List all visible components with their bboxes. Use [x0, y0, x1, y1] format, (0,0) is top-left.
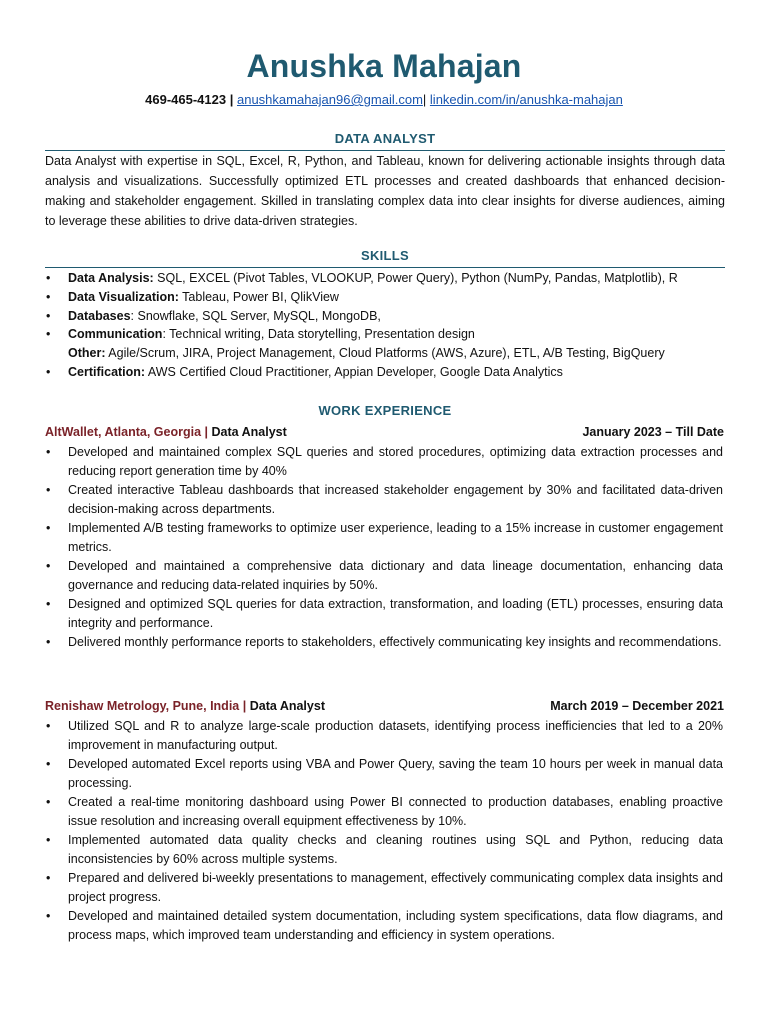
job-bullet	[45, 519, 723, 556]
skill-item	[45, 288, 725, 307]
skill-label: Certification:	[68, 364, 146, 379]
job-bullet-text: Designed and optimized SQL queries for data extraction, transformation, and loading (ETL) processes, ensuring data integrity and performance.	[68, 597, 723, 631]
skill-value: : Technical writing, Data storytelling, Presentation design	[162, 327, 475, 342]
bullet-icon: •	[46, 871, 51, 886]
job-dates: January 2023 – Till Date	[582, 425, 724, 439]
job-bullet-text: Implemented A/B testing frameworks to optimize user experience, leading to a 15% increase in customer engagement metrics.	[68, 521, 723, 554]
job-role: Data Analyst	[211, 425, 287, 439]
skills-list	[45, 269, 725, 382]
job-company: AltWallet, Atlanta, Georgia	[45, 425, 202, 439]
job-bullet-text: Utilized SQL and R to analyze large-scale production datasets, identifying process inefficiencies that led to a 20% improvement in manufacturing output.	[68, 719, 723, 752]
skills-heading: SKILLS	[360, 248, 410, 263]
skills-divider	[45, 267, 725, 268]
contact-separator: |	[229, 92, 234, 107]
job-bullet	[45, 595, 723, 632]
job-bullet	[45, 793, 723, 830]
job-bullet	[45, 443, 723, 480]
job-dates: March 2019 – December 2021	[550, 699, 724, 713]
skill-value: SQL, EXCEL (Pivot Tables, VLOOKUP, Power Query), Python (NumPy, Pandas, Matplotlib), R	[153, 271, 678, 285]
bullet-icon: •	[46, 559, 51, 574]
job-bullet	[45, 481, 723, 518]
job-bullet	[45, 755, 723, 792]
bullet-icon: •	[46, 327, 51, 342]
job-bullet-text: Developed and maintained complex SQL queries and stored procedures, optimizing data extraction processes and reducing report generation time by 40%	[68, 445, 723, 478]
bullet-icon: •	[46, 271, 51, 285]
bullet-icon: •	[46, 909, 51, 924]
skill-item	[45, 325, 725, 344]
skill-item	[45, 344, 725, 363]
bullet-icon: •	[46, 597, 51, 612]
bullet-icon: •	[46, 635, 51, 650]
skill-value: : Snowflake, SQL Server, MySQL, MongoDB,	[130, 308, 381, 323]
job-bullet-text: Developed and maintained detailed system documentation, including system specifications, data flow diagrams, and process maps, which improved team understanding and efficiency in system operations.	[68, 909, 723, 943]
job-bullet	[45, 869, 723, 906]
bullet-icon: •	[46, 757, 51, 772]
skill-value: Agile/Scrum, JIRA, Project Management, Cloud Platforms (AWS, Azure), ETL, A/B Testing, BigQuery	[105, 346, 665, 361]
skill-label: Other:	[68, 346, 106, 361]
linkedin-link[interactable]: linkedin.com/in/anushka-mahajan	[429, 92, 623, 107]
bullet-icon: •	[46, 445, 51, 459]
bullet-icon: •	[46, 521, 51, 536]
email-link[interactable]: anushkamahajan96@gmail.com	[236, 92, 423, 107]
candidate-name: Anushka Mahajan	[246, 48, 522, 84]
experience-heading: WORK EXPERIENCE	[318, 403, 452, 418]
skill-label: Communication	[68, 327, 163, 342]
skill-value: Tableau, Power BI, QlikView	[178, 289, 339, 304]
job-bullet-text: Prepared and delivered bi-weekly presentations to management, effectively communicating complex data insights and project progress.	[68, 871, 723, 905]
bullet-icon: •	[46, 308, 51, 323]
job-header	[45, 425, 724, 439]
contact-separator: |	[422, 92, 427, 107]
summary-heading: DATA ANALYST	[334, 131, 436, 146]
bullet-icon: •	[46, 795, 51, 810]
job-header	[45, 699, 724, 713]
job-bullet	[45, 907, 723, 944]
bullet-icon: •	[46, 719, 51, 733]
job-bullet-text: Implemented automated data quality checks and cleaning routines using SQL and Python, reducing data inconsistencies by 60% across multiple systems.	[68, 833, 723, 866]
skill-value: AWS Certified Cloud Practitioner, Appian Developer, Google Data Analytics	[145, 364, 563, 379]
skill-label: Databases	[68, 308, 131, 323]
skill-item	[45, 363, 725, 382]
job-company: Renishaw Metrology, Pune, India	[45, 699, 240, 713]
job-bullet	[45, 633, 723, 652]
job-bullets	[45, 443, 723, 653]
skill-item	[45, 307, 725, 326]
bullet-icon: •	[46, 364, 51, 379]
job-separator: |	[242, 699, 247, 713]
job-bullets	[45, 717, 723, 946]
phone-number: 469-465-4123	[145, 92, 227, 107]
job-separator: |	[204, 425, 209, 439]
job-role: Data Analyst	[249, 699, 325, 713]
job-bullet	[45, 717, 723, 754]
contact-line	[0, 92, 768, 107]
job-bullet	[45, 831, 723, 868]
skill-label: Data Analysis:	[68, 271, 154, 285]
bullet-icon: •	[46, 483, 51, 498]
job-bullet-text: Delivered monthly performance reports to stakeholders, effectively communicating key insights and recommendations.	[68, 635, 722, 650]
job-bullet-text: Developed and maintained a comprehensive data dictionary and data lineage documentation, enhancing data governance and reducing data-related inquiries by 50%.	[68, 559, 723, 592]
job-bullet-text: Created interactive Tableau dashboards that increased stakeholder engagement by 30% and facilitated data-driven decision-making across departments.	[68, 483, 723, 516]
job-bullet	[45, 557, 723, 594]
skill-label: Data Visualization:	[68, 289, 179, 304]
bullet-icon: •	[46, 833, 51, 848]
job-bullet-text: Developed automated Excel reports using VBA and Power Query, saving the team 10 hours per week in manual data processing.	[68, 757, 723, 790]
bullet-icon: •	[46, 289, 51, 304]
job-bullet-text: Created a real-time monitoring dashboard using Power BI connected to production databases, enabling proactive issue resolution and increasing overall equipment effectiveness by 10%.	[68, 795, 723, 828]
summary-paragraph: Data Analyst with expertise in SQL, Excel, R, Python, and Tableau, known for delivering actionable insights through data analysis and visualizations. Successfully optimized ETL processes and created dashboards that enhanced decision-making and stakeholder engagement. Skilled in translating complex data into clear insights for diverse audiences, aiming to leverage these abilities to drive data-driven strategies.	[45, 154, 725, 228]
skill-item	[45, 269, 725, 288]
